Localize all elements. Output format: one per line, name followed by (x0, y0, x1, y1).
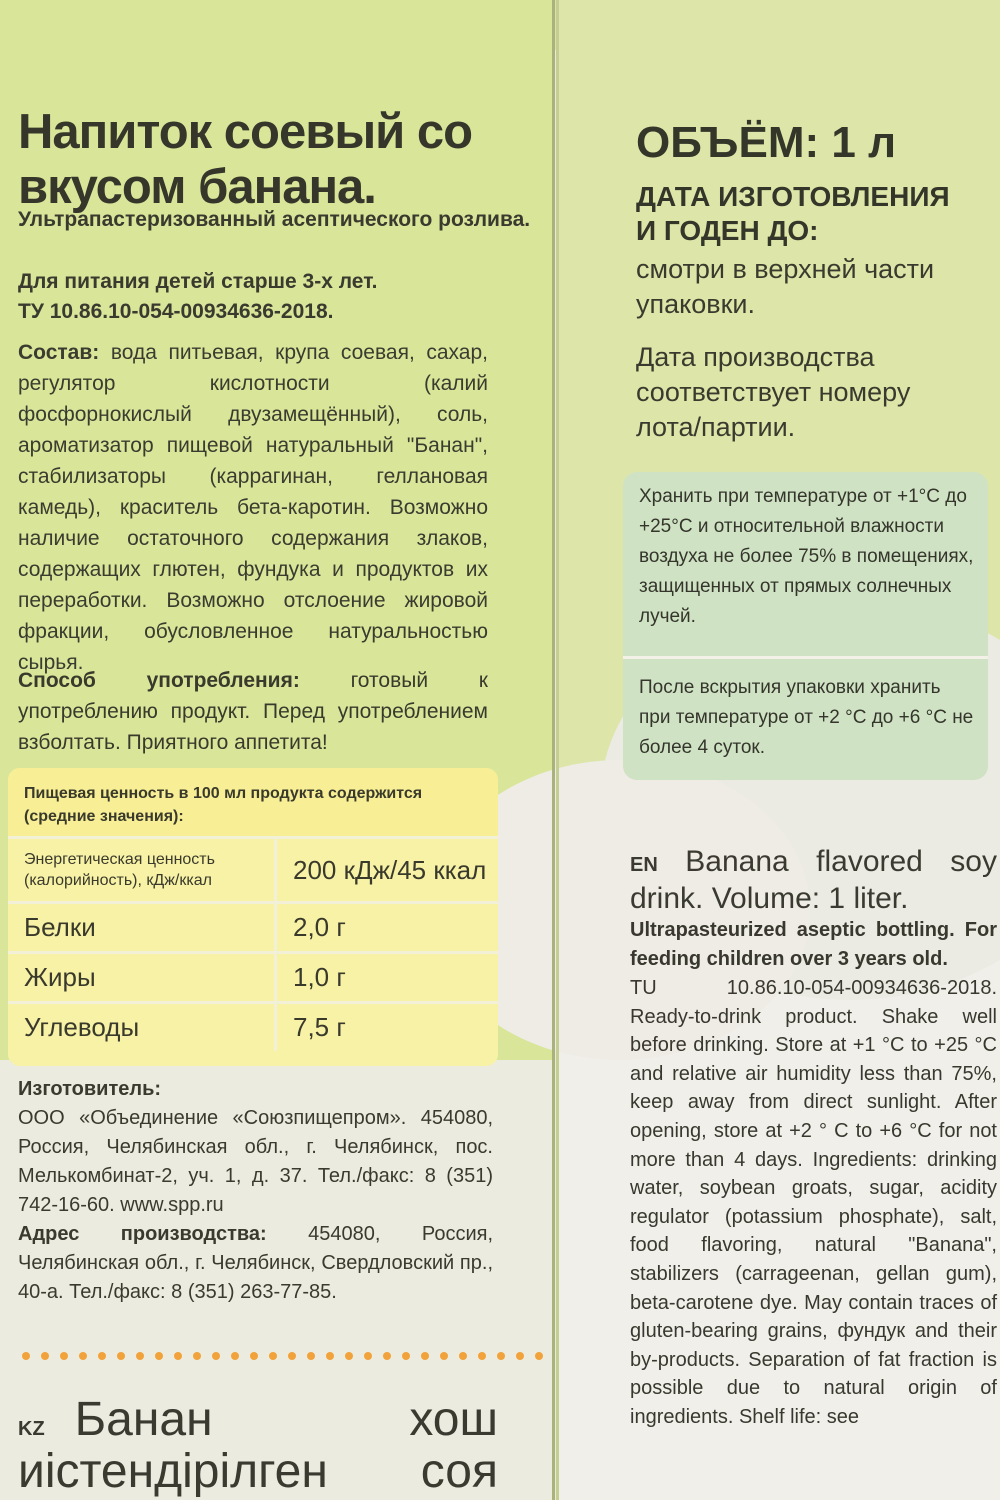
volume-label: ОБЪЁМ: 1 л (636, 118, 897, 167)
kz-word: иістендірілген (18, 1445, 328, 1498)
nutrition-name: Белки (8, 904, 277, 951)
nutrition-name: Углеводы (8, 1004, 277, 1051)
manufacturer-text: ООО «Объединение «Союзпищепром». 454080, Россия, Челябинская обл., г. Челябинск, пос. Мелькомбинат-2, уч. 1, д. 37. Тел./факс: 8 (351) 742-16-60. www.spp.ru (18, 1107, 493, 1216)
package-fold-line (552, 0, 555, 1500)
kz-language-tag: KZ (18, 1418, 45, 1440)
en-language-tag: EN (630, 854, 658, 876)
nutrition-value: 200 кДж/45 ккал (293, 854, 487, 885)
after-opening-conditions: После вскрытия упаковки хранить при температуре от +2 °С до +6 °С не более 4 суток. (639, 677, 974, 758)
nutrition-row (8, 951, 498, 1001)
nutrition-name: Энергетическая ценность (калорийность), кДж/ккал (8, 839, 277, 901)
production-address-text: 454080, Россия, Челябинская обл., г. Челябинск, Свердловский пр., 40-а. Тел./факс: 8 (351) 263-77-85. (18, 1223, 493, 1303)
usage-text: готовый к употреблению продукт. Перед употреблением взболтать. Приятного аппетита! (18, 669, 488, 754)
kz-word: хош (409, 1393, 498, 1446)
composition-text: вода питьевая, крупа соевая, сахар, регулятор кислотности (калий фосфорнокислый двузамещённый), соль, ароматизатор пищевой натуральный "Банан", стабилизаторы (каррагинан, геллановая камедь), краситель бета-каротин. Возможно наличие остаточного содержания злаков, содержащих глютен, фундука и продуктов их переработки. Возможно отслоение жировой фракции, обусловленное натуральностью сырья. (18, 341, 488, 674)
usage-block (18, 665, 488, 758)
manufacturer-label: Изготовитель: (18, 1078, 162, 1100)
storage-box (623, 472, 988, 780)
english-title-line (630, 845, 997, 916)
nutrition-row (8, 1001, 498, 1051)
production-address-label: Адрес производства: (18, 1223, 267, 1245)
english-block (630, 845, 997, 1432)
usage-label: Способ употребления: (18, 669, 300, 692)
nutrition-value: 7,5 г (293, 1012, 346, 1042)
english-title: Banana flavored soy drink. Volume: 1 liter. (630, 845, 997, 915)
nutrition-table (8, 768, 498, 1066)
storage-conditions: Хранить при температуре от +1°С до +25°С и относительной влажности воздуха не более 75% в помещениях, защищенных от прямых солнечных лучей. (639, 486, 974, 627)
nutrition-value: 2,0 г (293, 912, 346, 942)
english-bold-text: Ultrapasteurized aseptic bottling. For feeding children over 3 years old. (630, 919, 997, 970)
production-date-note: Дата производства соответствует номеру лота/партии. (636, 342, 911, 442)
kids-note: Для питания детей старше 3-х лет. (18, 270, 378, 293)
kz-title-line-2 (18, 1444, 498, 1500)
date-heading: ДАТА ИЗГОТОВЛЕНИЯ И ГОДЕН ДО: (636, 181, 950, 246)
product-subtitle: Ультрапастеризованный асептического розлива. (18, 208, 531, 231)
composition-label: Состав: (18, 341, 100, 364)
nutrition-name: Жиры (8, 954, 277, 1001)
tu-code: ТУ 10.86.10-054-00934636-2018. (18, 300, 334, 323)
composition-block (18, 337, 488, 678)
date-text: смотри в верхней части упаковки. (636, 254, 935, 319)
nutrition-header: Пищевая ценность в 100 мл продукта содержится (средние значения): (8, 768, 498, 836)
kz-word: Банан (74, 1393, 213, 1446)
english-body: TU 10.86.10-054-00934636-2018. Ready-to-drink product. Shake well before drinking. Store at +1 °C to +25 °C and relative air humidity less than 75%, keep away from direct sunlight. After opening, store at +2 ° C to +6 °C for not more than 4 days. Ingredients: drinking water, soybean groats, sugar, acidity regulator (potassium phosphate), salt, food flavoring, natural "Banana", stabilizers (carrageenan, gellan gum), beta-carotene dye. May contain traces of gluten-bearing grains, фундук and their by-products. Separation of fat fraction is possible due to natural origin of ingredients. Shelf life: see (630, 977, 997, 1428)
product-title: Напиток соевый со вкусом банана. (18, 105, 473, 214)
package-fold-line-highlight (556, 0, 559, 1500)
manufacturer-block (18, 1075, 493, 1307)
nutrition-value: 1,0 г (293, 962, 346, 992)
kz-word: соя (420, 1445, 498, 1498)
nutrition-row (8, 836, 498, 901)
dotted-divider (22, 1352, 543, 1360)
nutrition-row (8, 901, 498, 951)
